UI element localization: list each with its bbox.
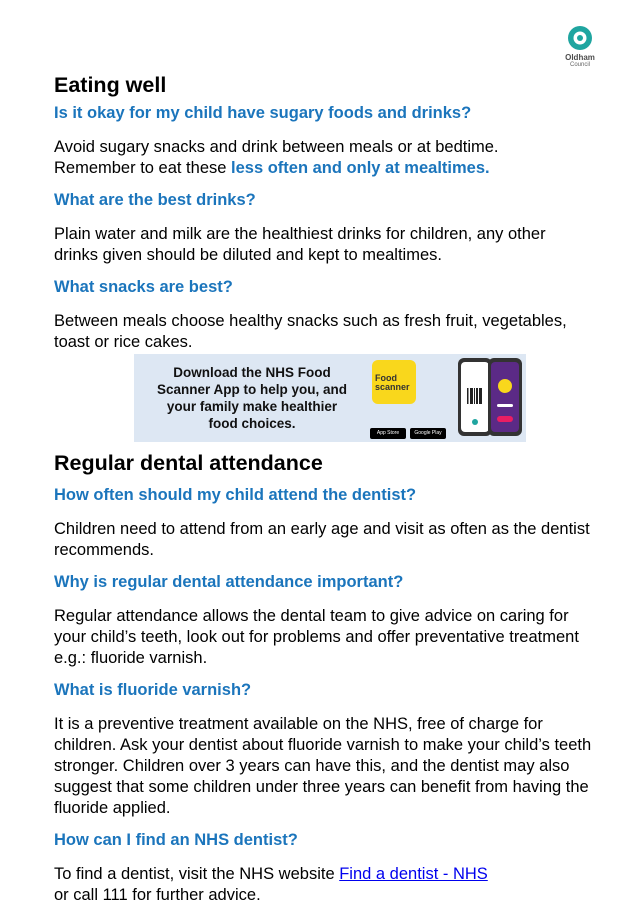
document-body xyxy=(54,72,594,906)
answer-sugary-foods xyxy=(54,137,594,179)
question-find-dentist: How can I find an NHS dentist? xyxy=(54,831,298,849)
answer-how-often: Children need to attend from an early age and visit as often as the dentist recommends. xyxy=(54,520,590,559)
answer-best-drinks: Plain water and milk are the healthiest drinks for children, any other drinks given should be diluted and kept to mealtimes. xyxy=(54,225,546,264)
food-scanner-app-icon: Food scanner xyxy=(372,360,416,404)
banner-text: Download the NHS Food Scanner App to help you, and your family make healthier food choices. xyxy=(156,365,347,431)
answer-sugary-line1: Avoid sugary snacks and drink between meals or at bedtime. xyxy=(54,138,499,156)
app-store-badge[interactable]: App Store xyxy=(370,428,406,439)
phone-mockup-2 xyxy=(488,358,522,436)
answer-why-important: Regular attendance allows the dental team to give advice on caring for your child’s teeth, look out for problems and offer preventative treatment e.g.: fluoride varnish. xyxy=(54,607,579,667)
section-title-dental-attendance: Regular dental attendance xyxy=(54,451,323,475)
answer-sugary-line2-prefix: Remember to eat these xyxy=(54,159,232,177)
phone-mockup-1 xyxy=(458,358,492,436)
find-dentist-prefix: To find a dentist, visit the NHS website xyxy=(54,865,340,883)
question-best-drinks: What are the best drinks? xyxy=(54,191,256,209)
find-a-dentist-link[interactable]: Find a dentist - NHS xyxy=(339,865,488,883)
question-sugary-foods: Is it okay for my child have sugary foods and drinks? xyxy=(54,104,472,122)
logo-name: Oldham xyxy=(565,53,595,62)
question-fluoride-varnish: What is fluoride varnish? xyxy=(54,681,252,699)
logo-mark-icon xyxy=(566,24,594,52)
answer-sugary-highlight: less often and only at mealtimes. xyxy=(231,159,490,177)
phone-screen-barcode xyxy=(461,362,489,432)
oldham-council-logo xyxy=(558,24,602,69)
question-why-important: Why is regular dental attendance important? xyxy=(54,573,404,591)
phone-screen-app xyxy=(491,362,519,432)
answer-best-snacks: Between meals choose healthy snacks such as fresh fruit, vegetables, toast or rice cakes. xyxy=(54,312,567,351)
food-scanner-banner[interactable] xyxy=(134,354,526,442)
google-play-badge[interactable]: Google Play xyxy=(410,428,446,439)
question-how-often: How often should my child attend the dentist? xyxy=(54,486,417,504)
section-title-eating-well: Eating well xyxy=(54,73,167,97)
answer-fluoride-varnish: It is a preventive treatment available on the NHS, free of charge for children. Ask your dentist about fluoride varnish to make your child’s teeth stronger. Children over 3 years can have this, and the dentist may also suggest that some children under three years can benefit from having the fluoride applied. xyxy=(54,715,592,817)
logo-subtitle: Council xyxy=(569,62,590,68)
question-best-snacks: What snacks are best? xyxy=(54,278,233,296)
answer-find-dentist xyxy=(54,864,594,906)
find-dentist-suffix: or call 111 for further advice. xyxy=(54,886,261,904)
